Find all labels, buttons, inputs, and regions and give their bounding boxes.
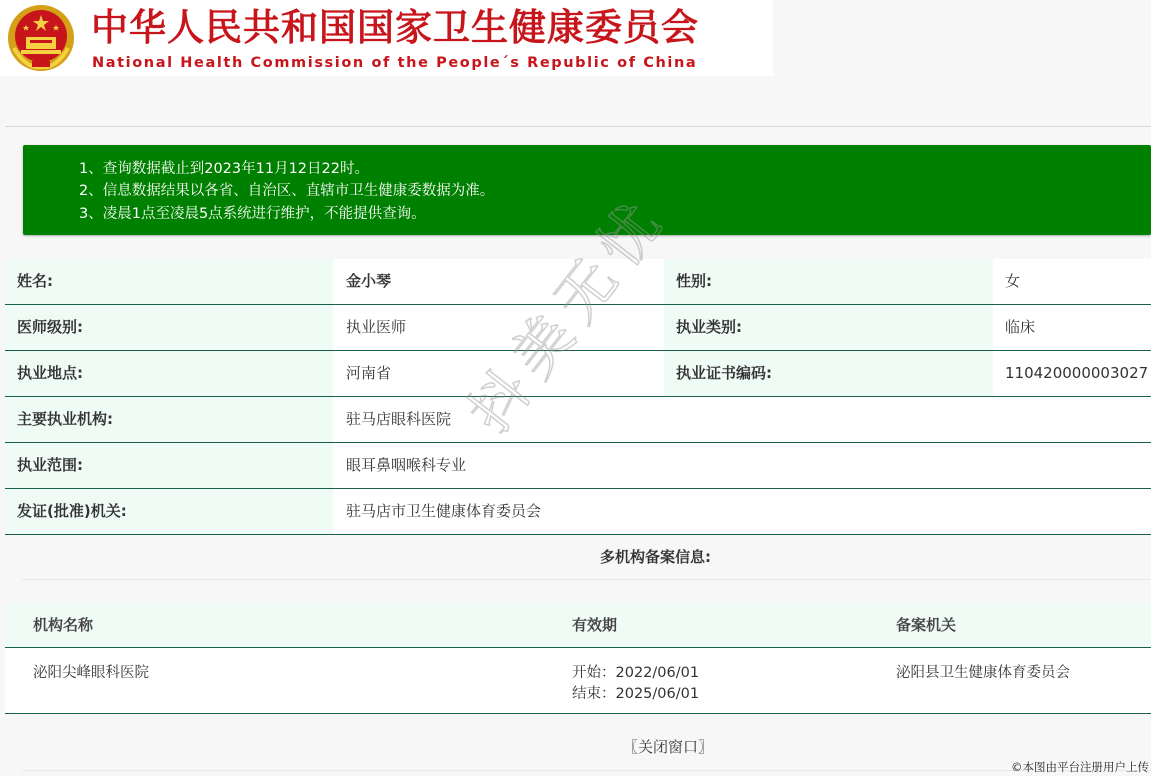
- info-row-scope: [5, 443, 1151, 489]
- cert-value: 110420000003027: [993, 351, 1151, 396]
- header-authority: 备案机关: [896, 616, 957, 634]
- gender-value: 女: [993, 259, 1151, 304]
- name-label: 姓名:: [5, 259, 333, 304]
- table-header: [5, 603, 1151, 648]
- notice-banner: [23, 145, 1151, 235]
- site-title-en: National Health Commission of the People´s Republic of China: [92, 55, 698, 71]
- institution-label: 主要执业机构:: [5, 397, 333, 442]
- info-row-location: [5, 351, 1151, 397]
- scope-value: 眼耳鼻咽喉科专业: [333, 443, 1151, 488]
- divider: [22, 579, 1151, 580]
- info-row-institution: [5, 397, 1151, 443]
- doctor-info-table: [5, 259, 1151, 535]
- info-row-name: [5, 259, 1151, 305]
- site-title-cn: 中华人民共和国国家卫生健康委员会: [91, 6, 699, 49]
- level-value: 执业医师: [333, 305, 664, 350]
- issuer-label: 发证(批准)机关:: [5, 489, 333, 534]
- table-row: [5, 648, 1151, 714]
- close-window-button[interactable]: 〖关闭窗口〗: [623, 738, 714, 756]
- level-label: 医师级别:: [5, 305, 333, 350]
- cert-label: 执业证书编码:: [664, 351, 993, 396]
- category-label: 执业类别:: [664, 305, 993, 350]
- divider: [22, 770, 1151, 771]
- authority-cell: 泌阳县卫生健康体育委员会: [896, 665, 1070, 681]
- name-value: 金小琴: [333, 259, 664, 304]
- scope-label: 执业范围:: [5, 443, 333, 488]
- multi-institution-table: [5, 603, 1151, 714]
- upload-credit: ©本图由平台注册用户上传: [1011, 760, 1149, 774]
- institution-name-cell: 泌阳尖峰眼科医院: [33, 665, 149, 681]
- location-value: 河南省: [333, 351, 664, 396]
- gender-label: 性别:: [664, 259, 993, 304]
- validity-end-cell: 结束：2025/06/01: [572, 686, 700, 702]
- national-emblem-icon: [6, 3, 76, 73]
- validity-start-cell: 开始：2022/06/01: [572, 665, 700, 681]
- multi-institution-title: 多机构备案信息:: [600, 548, 711, 566]
- notice-line: 1、查询数据截止到2023年11月12日22时。: [79, 161, 369, 177]
- header-institution-name: 机构名称: [33, 616, 94, 634]
- location-label: 执业地点:: [5, 351, 333, 396]
- notice-line: 2、信息数据结果以各省、自治区、直辖市卫生健康委数据为准。: [79, 183, 495, 199]
- header-validity: 有效期: [572, 616, 618, 634]
- site-header: [0, 0, 773, 76]
- divider: [5, 126, 1151, 127]
- notice-line: 3、凌晨1点至凌晨5点系统进行维护，不能提供查询。: [79, 206, 426, 222]
- issuer-value: 驻马店市卫生健康体育委员会: [333, 489, 1151, 534]
- info-row-level: [5, 305, 1151, 351]
- info-row-issuer: [5, 489, 1151, 535]
- institution-value: 驻马店眼科医院: [333, 397, 1151, 442]
- category-value: 临床: [993, 305, 1151, 350]
